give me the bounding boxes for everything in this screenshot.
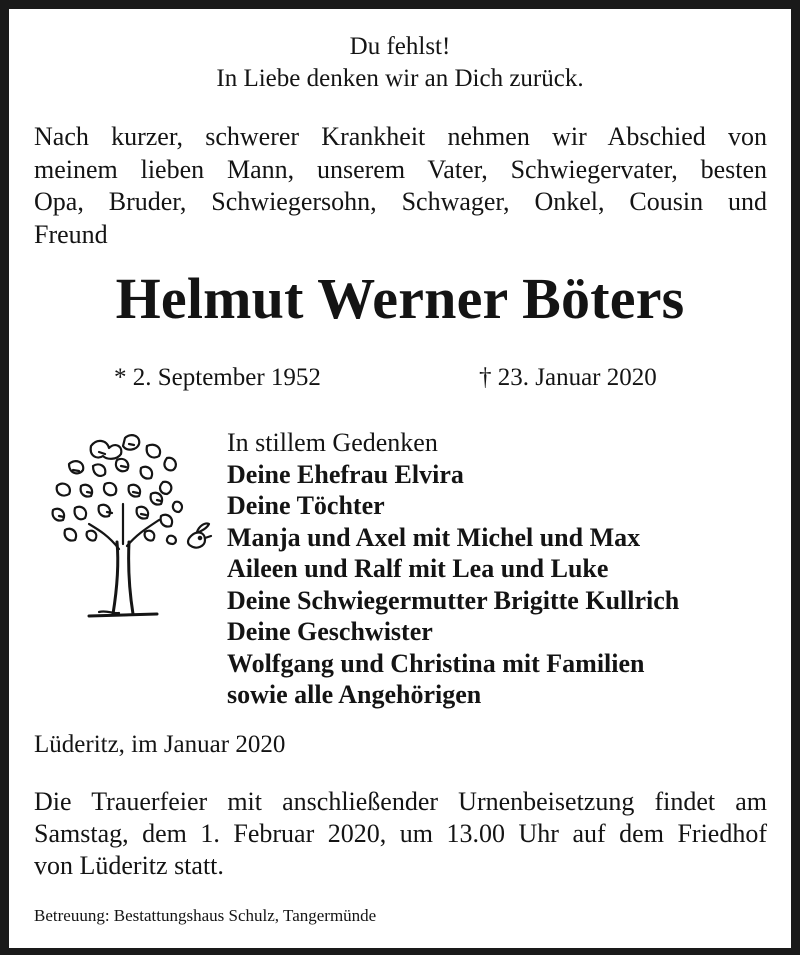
mourner-entry: Wolfgang und Christina mit Familien [227,648,645,678]
ceremony-text [34,786,767,882]
mourner-entry: Aileen und Ralf mit Lea und Luke [227,554,609,583]
place-and-date: Lüderitz, im Januar 2020 [34,731,286,758]
mourner-entry: Manja und Axel mit Michel und Max [227,522,641,552]
birth-date: * 2. September 1952 [114,364,321,391]
intro-text [34,121,767,251]
motto-line-2: In Liebe denken wir an Dich zurück. [216,65,584,92]
motto [9,31,791,95]
death-date: † 23. Januar 2020 [479,364,657,391]
mourner-entry: Deine Töchter [227,491,385,520]
intro-line: Freund [34,219,108,249]
ceremony-line: von Lüderitz statt. [34,851,224,880]
funeral-home-credit: Betreuung: Bestattungshaus Schulz, Tangermünde [34,906,377,925]
intro-line: Opa, Bruder, Schwiegersohn, Schwager, Onkel, Cousin und [34,187,767,216]
ceremony-line: Die Trauerfeier mit anschließender Urnenbeisetzung findet am [34,787,767,816]
motto-line-1: Du fehlst! [349,33,451,60]
deceased-name: Helmut Werner Böters [115,266,685,331]
ceremony-line: Samstag, dem 1. Februar 2020, um 13.00 Uhr auf dem Friedhof [34,819,767,848]
mourner-entry: sowie alle Angehörigen [227,680,482,709]
mourners-heading: In stillem Gedenken [227,428,438,457]
mourner-entry: Deine Ehefrau Elvira [227,459,464,489]
intro-line: meinem lieben Mann, unserem Vater, Schwiegervater, besten [34,154,767,184]
mourner-entry: Deine Geschwister [227,617,433,646]
intro-line: Nach kurzer, schwerer Krankheit nehmen wir Abschied von [34,122,767,151]
tree-with-bird-icon [29,424,219,624]
mourner-entry: Deine Schwiegermutter Brigitte Kullrich [227,585,680,615]
mourners-list [227,427,679,711]
